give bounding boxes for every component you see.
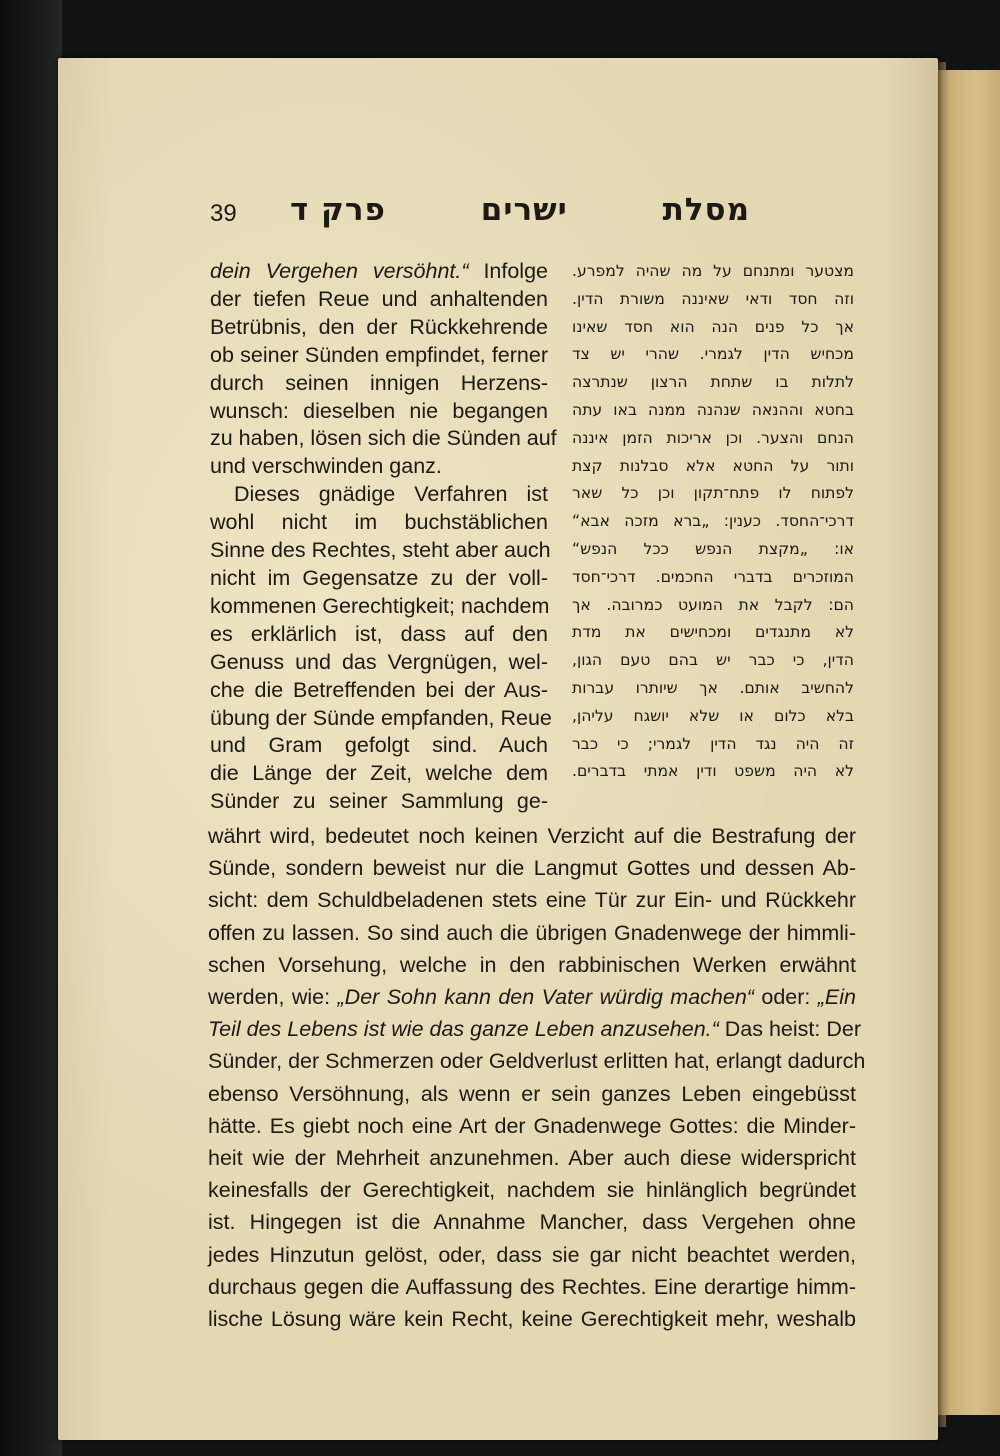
german-line: Sünder zu seiner Sammlung ge-	[210, 789, 548, 814]
german-line: und Gram gefolgt sind. Auch	[210, 733, 548, 758]
german-line: wohl nicht im buchstäblichen	[210, 510, 548, 535]
german-line: es erklärlich ist, dass auf den	[210, 621, 548, 646]
hebrew-line: להחשיב אותם. אך שיותרו עברות	[572, 678, 854, 697]
german-line: ebenso Versöhnung, als wenn er sein ganzes Leben eingebüsst	[208, 1081, 856, 1106]
running-title-word: ישרים	[480, 192, 568, 228]
book-binding	[0, 0, 62, 1456]
german-line: durchaus gegen die Auffassung des Rechtes. Eine derartige himm-	[208, 1274, 856, 1299]
german-paragraph	[210, 258, 557, 481]
facing-page-edge	[938, 70, 1000, 1415]
german-line: Sünder, der Schmerzen oder Geldverlust erlitten hat, erlangt dadurch	[208, 1049, 866, 1074]
hebrew-line: לפתוח לו פתח־תקון וכן כל שאר	[572, 484, 854, 503]
german-line: zu haben, lösen sich die Sünden auf	[210, 426, 557, 451]
german-italic-quote: „Der Sohn kann den Vater würdig machen“	[337, 985, 754, 1010]
hebrew-line: הנחם והצער. וכן אריכות הזמן איננה	[572, 428, 854, 447]
hebrew-line: או: „מקצת הנפש ככל הנפש“	[572, 539, 854, 558]
german-line: che die Betreffenden bei der Aus-	[210, 677, 548, 702]
german-line: nicht im Gegensatze zu der voll-	[210, 565, 548, 590]
german-text: werden, wie:	[208, 985, 338, 1010]
german-line: jedes Hinzutun gelöst, oder, dass sie gar nicht beachtet werden,	[208, 1242, 856, 1267]
german-line: offen zu lassen. So sind auch die übrigen Gnadenwege der himmli-	[208, 920, 856, 945]
hebrew-line: לא מתנגדים ומכחישים את מדת	[572, 623, 854, 642]
german-text: Infolge	[468, 259, 548, 283]
german-line	[210, 258, 548, 286]
hebrew-line: מכחיש הדין לגמרי. שהרי יש צד	[572, 345, 854, 364]
hebrew-line: ותור על החטא אלא סבלנות קצת	[572, 456, 854, 475]
hebrew-line: המוזכרים בדברי החכמים. דרכי־חסד	[572, 567, 854, 586]
running-title-chapter: פרק ד	[290, 192, 386, 228]
german-line: der tiefen Reue und anhaltenden	[210, 286, 548, 311]
hebrew-line: הדין, כי כבר יש בהם טעם הגון,	[572, 651, 854, 670]
hebrew-line: זה היה נגד הדין לגמרי; כי כבר	[572, 734, 854, 753]
running-title	[290, 192, 750, 228]
german-line: ist. Hingegen ist die Annahme Mancher, dass Vergehen ohne	[208, 1210, 856, 1235]
page-number: 39	[210, 200, 237, 227]
german-line: durch seinen innigen Herzens-	[210, 370, 548, 395]
hebrew-line: בחטא וההנאה שנהנה ממנה באו עתה	[572, 400, 854, 419]
german-line: sicht: dem Schuldbeladenen stets eine Tür zur Ein- und Rückkehr	[208, 888, 856, 913]
german-italic-quote: dein Vergehen versöhnt.“	[210, 259, 469, 283]
german-italic-quote: „Ein	[817, 985, 856, 1010]
german-line: heit wie der Mehrheit anzunehmen. Aber auch diese widerspricht	[208, 1146, 856, 1171]
german-text: Das heist: Der	[718, 1017, 861, 1042]
hebrew-line: בלא כלום או שלא יושגח עליהן,	[572, 706, 854, 725]
running-title-word: מסלת	[662, 192, 750, 228]
german-line: lische Lösung wäre kein Recht, keine Gerechtigkeit mehr, weshalb	[208, 1307, 856, 1332]
german-line: wunsch: dieselben nie begangen	[210, 398, 548, 423]
german-line	[208, 981, 856, 1013]
german-line: und verschwinden ganz.	[210, 454, 442, 479]
hebrew-text-column	[572, 258, 854, 786]
german-line	[208, 1013, 861, 1045]
german-line: die Länge der Zeit, welche dem	[210, 761, 548, 786]
german-line: Genuss und das Vergnügen, wel-	[210, 649, 548, 674]
hebrew-line: לתלות בו שתחת הרצון שנתרצה	[572, 373, 854, 392]
german-paragraph	[210, 481, 552, 816]
hebrew-line: דרכי־החסד. כענין: „ברא מזכה אבא“	[572, 512, 854, 531]
german-line: Sünde, sondern beweist nur die Langmut Gottes und dessen Ab-	[208, 856, 856, 881]
hebrew-line: אך כל פנים הנה הוא חסד שאינו	[572, 317, 854, 336]
german-line: währt wird, bedeutet noch keinen Verzicht auf die Bestrafung der	[208, 824, 856, 848]
german-line: hätte. Es giebt noch eine Art der Gnadenwege Gottes: die Minder-	[208, 1113, 856, 1138]
page-header	[210, 192, 750, 242]
german-text: oder:	[753, 985, 818, 1010]
german-line: kommenen Gerechtigkeit; nachdem	[210, 593, 550, 618]
german-full-width-text	[208, 820, 866, 1335]
german-text-column	[210, 258, 557, 816]
german-italic-quote: Teil des Lebens ist wie das ganze Leben anzusehen.“	[208, 1017, 719, 1042]
german-line: keinesfalls der Gerechtigkeit, nachdem sie hinlänglich begründet	[208, 1178, 856, 1203]
german-line: übung der Sünde empfanden, Reue	[210, 705, 552, 730]
german-line: Sinne des Rechtes, steht aber auch	[210, 538, 551, 563]
hebrew-line: וזה חסד ודאי שאיננה משורת הדין.	[572, 289, 854, 308]
hebrew-line: לא היה משפט ודין אמתי בדברים.	[572, 762, 854, 781]
hebrew-line: הם: לקבל את המועט כמרובה. אך	[572, 595, 854, 614]
hebrew-line: מצטער ומתנחם על מה שהיה למפרע.	[572, 262, 854, 280]
german-line: schen Vorsehung, welche in den rabbinischen Werken erwähnt	[208, 952, 856, 977]
german-line: Betrübnis, den der Rückkehrende	[210, 314, 548, 339]
german-line: Dieses gnädige Verfahren ist	[234, 482, 548, 507]
german-line: ob seiner Sünden empfindet, ferner	[210, 342, 548, 367]
